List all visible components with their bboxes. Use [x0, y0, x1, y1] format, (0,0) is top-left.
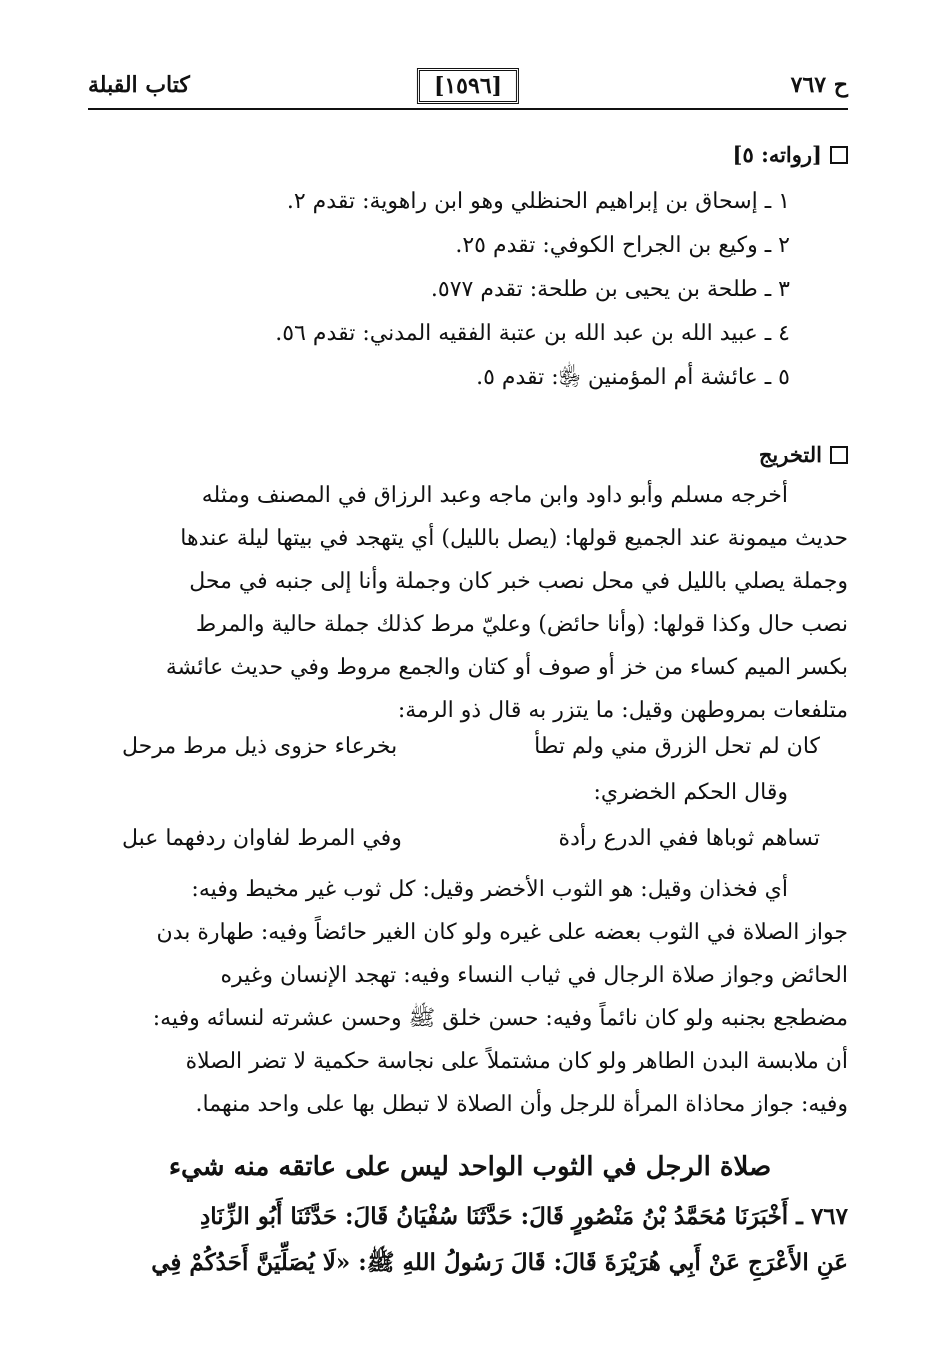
text-line: الحائض وجواز صلاة الرجال في ثياب النساء وفيه: تهجد الإنسان وغيره [220, 963, 848, 988]
checkbox-square-icon [830, 146, 848, 164]
takhrij-paragraph [92, 474, 848, 732]
text-line: أخرجه مسلم وأبو داود وابن ماجه وعبد الرزاق في المصنف ومثله [201, 483, 788, 508]
hadith-line: عَنِ الأَعْرَجِ عَنْ أَبِي هُرَيْرَةَ قَالَ: قَالَ رَسُولُ اللهِ ﷺ: «لَا يُصَلِّيَنَّ أَحَدُكُمْ فِي [151, 1249, 848, 1276]
text-line: أن ملابسة البدن الطاهر ولو كان مشتملاً على نجاسة حكمية لا تضر الصلاة [185, 1049, 848, 1074]
hadith-line: ٧٦٧ ـ أَخْبَرَنَا مُحَمَّدُ بْنُ مَنْصُورٍ قَالَ: حَدَّثَنَا سُفْيَانُ قَالَ: حَدَّثَنَا أَبُو الزِّنَادِ [199, 1203, 848, 1230]
hadith-text [92, 1194, 848, 1286]
page-number: [١٥٩٦] [417, 68, 519, 104]
text-line: أي فخذان وقيل: هو الثوب الأخضر وقيل: كل ثوب غير مخيط وفيه: [191, 877, 788, 902]
narrators-list [150, 180, 790, 400]
page-header [88, 68, 848, 102]
narrator-item: ٥ ـ عائشة أم المؤمنين ﵂: تقدم ٥. [476, 365, 790, 390]
text-line: مضطجع بجنبه ولو كان نائماً وفيه: حسن خلق ﷺ وحسن عشرته لنسائه وفيه: [152, 1006, 848, 1031]
narrator-item: ٤ ـ عبيد الله بن عبد الله بن عتبة الفقيه المدني: تقدم ٥٦. [275, 321, 790, 346]
text-line: حديث ميمونة عند الجميع قولها: (يصل بالليل) أي يتهجد في بيتها ليلة عندها [180, 526, 848, 551]
text-line: وفيه: جواز محاذاة المرأة للرجل وأن الصلاة لا تبطل بها على واحد منهما. [195, 1092, 848, 1117]
text-line: بكسر الميم كساء من خز أو صوف أو كتان والجمع مروط وفي حديث عائشة [165, 655, 848, 680]
commentary-paragraph [92, 868, 848, 1126]
text-line: جواز الصلاة في الثوب بعضه على غيره ولو كان الغير حائضاً وفيه: طهارة بدن [156, 920, 848, 945]
header-divider [88, 108, 848, 110]
takhrij-heading [759, 442, 848, 467]
text-line: متلفعات بمروطهن وقيل: ما يتزر به قال ذو الرمة: [397, 698, 848, 723]
verse-1-hemistich-left: بخرعاء حزوى ذيل مرط مرحل [122, 734, 398, 759]
verse-1-hemistich-right: كان لم تحل الزرق مني ولم تطأ [534, 734, 820, 759]
narrator-item: ٢ ـ وكيع بن الجراح الكوفي: تقدم ٢٥. [455, 233, 790, 258]
checkbox-square-icon [830, 446, 848, 464]
verse-2-hemistich-right: تساهم ثوباها ففي الدرع رأدة [558, 826, 820, 851]
narrators-heading-text: [رواته: ٥] [732, 142, 822, 167]
chapter-title: صلاة الرجل في الثوب الواحد ليس على عاتقه منه شيء [168, 1152, 772, 1182]
narrator-item: ١ ـ إسحاق بن إبراهيم الحنظلي وهو ابن راهوية: تقدم ٢. [286, 189, 790, 214]
book-title: كتاب القبلة [88, 72, 190, 98]
narrator-item: ٣ ـ طلحة بن يحيى بن طلحة: تقدم ٥٧٧. [430, 277, 790, 302]
text-line: نصب حال وكذا قولها: (وأنا حائض) وعليّ مرط كذلك جملة حالية والمرط [195, 612, 848, 637]
hadith-reference: ح ٧٦٧ [790, 72, 848, 98]
poet-intro: وقال الحكم الخضري: [593, 780, 788, 805]
verse-2-hemistich-left: وفي المرط لفاوان ردفهما عبل [122, 826, 402, 851]
narrators-heading [733, 142, 848, 167]
text-line: وجملة يصلي بالليل في محل نصب خبر كان وجملة وأنا إلى جنبه في محل [189, 569, 848, 594]
takhrij-heading-text: التخريج [758, 442, 822, 467]
